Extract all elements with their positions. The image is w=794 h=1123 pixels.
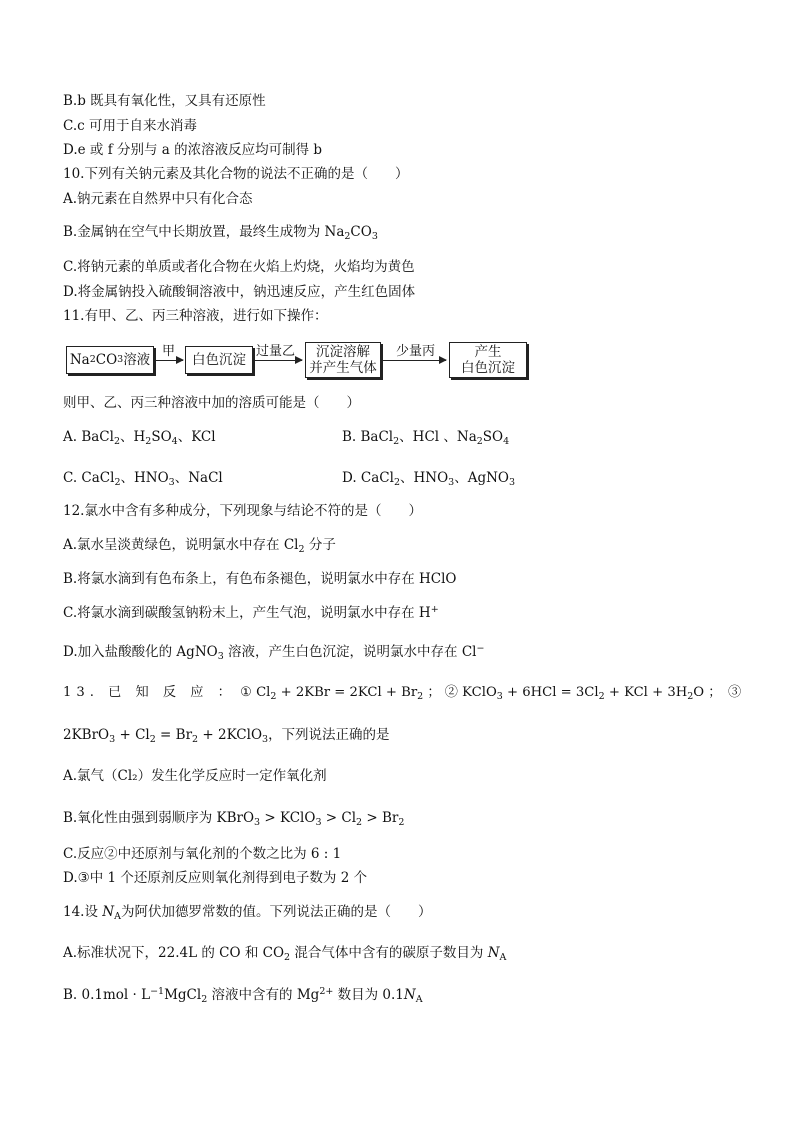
q14-option-a: A.标准状况下，22.4L 的 CO 和 $CO_2$ 混合气体中含有的碳原子数目为 $N_A$ [63,945,507,963]
q10-option-c: C.将钠元素的单质或者化合物在火焰上灼烧，火焰均为黄色 [63,259,415,275]
flow-box4-line2: 白色沉淀 [461,360,515,376]
q12-option-b: B.将氯水滴到有色布条上，有色布条褪色，说明氯水中存在 HClO [63,571,457,587]
flow-arrow-3-label: 少量丙 [396,344,436,359]
q13-stem: 13. 已 知 反 应 ： ① $Cl_2 + 2KBr = 2KCl + Br_2$ ； ② KClO$_3$ + $6HCl = 3Cl_2$ + KCl + $3H_2O$ ； ③ [63,685,742,702]
q13-option-b: B.氧化性由强到弱顺序为 KBrO$_3$ > KClO$_3$ > $Cl_2 > Br_2$ [63,810,405,828]
q13-option-c: C.反应②中还原剂与氧化剂的个数之比为 6 : 1 [63,846,342,862]
q10-option-b: B.金属钠在空气中长期放置，最终生成物为 $Na_2CO_3$ [63,224,378,242]
flow-arrow-1 [155,360,183,361]
q14-stem: 14.设 $N_A$为阿伏加德罗常数的值。下列说法正确的是（ ） [63,904,432,922]
flow-arrow-2 [254,360,302,361]
q12-option-c: C.将氯水滴到碳酸氢钠粉末上，产生气泡，说明氯水中存在 H+ [63,604,439,621]
q11-option-d: D. CaCl$_2$、$HNO_3$、AgNO$_3$ [342,470,516,488]
flow-arrow-1-label: 甲 [162,344,176,359]
flow-box-na2co3: Na 2 CO 3 溶液 [66,346,154,374]
flow-arrow-3 [382,360,446,361]
flow-arrow-2-label: 过量乙 [256,344,296,359]
q10-option-a: A.钠元素在自然界中只有化合态 [63,191,253,207]
flow-box4-line1: 产生 [474,344,502,360]
q13-option-d: D.③中 1 个还原剂反应则氧化剂得到电子数为 2 个 [63,870,368,886]
q12-option-a: A.氯水呈淡黄绿色，说明氯水中存在 $Cl_2$ 分子 [63,537,336,555]
q9-option-d: D.e 或 f 分别与 a 的浓溶液反应均可制得 b [63,142,323,158]
q13-option-a: A.氯气（Cl₂）发生化学反应时一定作氧化剂 [63,768,327,784]
q11-option-b: B. BaCl$_2$、HCl 、$Na_2SO_4$ [342,429,510,447]
flow-box3-line1: 沉淀溶解 [316,344,370,360]
q14-option-b: B. $0.1mol \cdot L^{-1}MgCl_2$ 溶液中含有的 $Mg^{2+}$ 数目为 $0.1N_A$ [63,986,423,1005]
q10-option-d: D.将金属钠投入硫酸铜溶液中，钠迅速反应，产生红色固体 [63,284,416,300]
q13-reaction-3: 2KBrO$_3$ + $Cl_2 = Br_2$ + 2KClO$_3$，下列说法正确的是 [63,727,390,745]
q11-option-a: A. BaCl$_2$、$H_2SO_4$、KCl [63,429,216,447]
q12-stem: 12.氯水中含有多种成分，下列现象与结论不符的是（ ） [63,503,422,519]
q9-option-c: C.c 可用于自来水消毒 [63,118,197,134]
q11-option-c: C. CaCl$_2$、$HNO_3$、NaCl [63,470,223,488]
q10-stem: 10.下列有关钠元素及其化合物的说法不正确的是（ ） [63,166,409,182]
flow-box-final-precipitate [449,342,527,378]
q11-flow-diagram [60,336,540,384]
q12-option-d: D.加入盐酸酸化的 AgNO$_3$ 溶液，产生白色沉淀，说明氯水中存在 Cl− [63,643,485,662]
flow-box3-line2: 并产生气体 [309,360,377,376]
flow-box-white-precipitate: 白色沉淀 [185,346,253,374]
q9-option-b: B.b 既具有氧化性，又具有还原性 [63,93,266,109]
q11-stem: 11.有甲、乙、丙三种溶液，进行如下操作： [63,308,328,324]
q11-question: 则甲、乙、丙三种溶液中加的溶质可能是（ ） [63,395,360,411]
flow-box-dissolve-gas [305,342,381,378]
